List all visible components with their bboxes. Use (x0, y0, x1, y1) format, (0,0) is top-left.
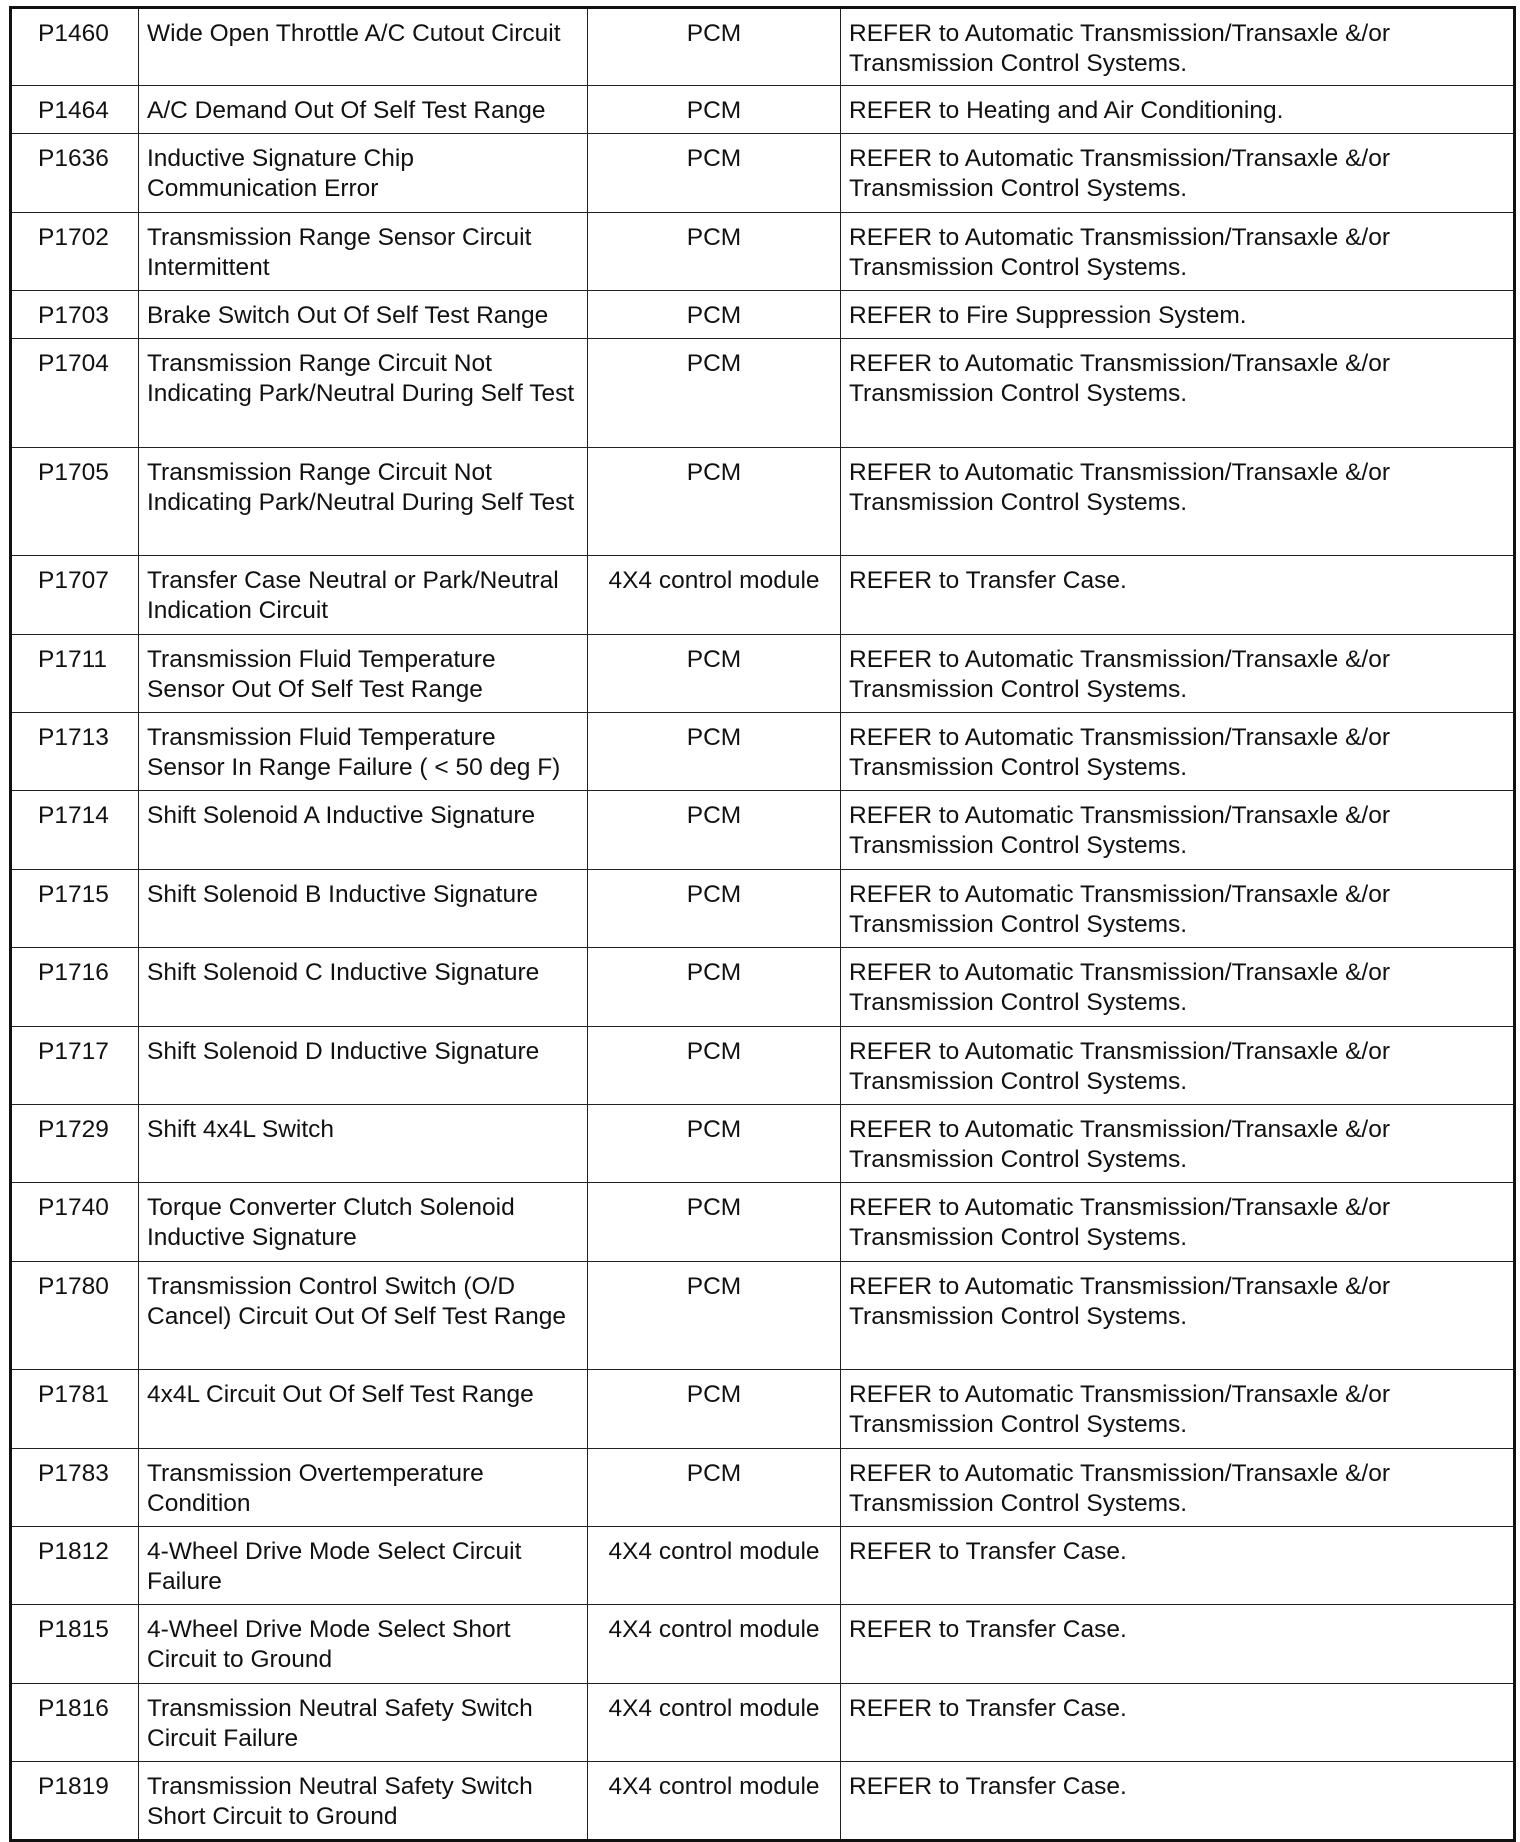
dtc-module-cell: PCM (588, 291, 841, 339)
dtc-code-cell: P1716 (11, 948, 139, 1026)
dtc-description-cell: 4-Wheel Drive Mode Select Short Circuit to Ground (139, 1605, 588, 1683)
dtc-action-cell: REFER to Automatic Transmission/Transaxle &/or Transmission Control Systems. (841, 948, 1515, 1026)
dtc-module-cell: 4X4 control module (588, 1683, 841, 1761)
dtc-module-cell: PCM (588, 86, 841, 134)
dtc-code-cell: P1702 (11, 212, 139, 290)
dtc-module-cell: PCM (588, 1261, 841, 1370)
table-row (11, 86, 1515, 134)
dtc-module-cell: PCM (588, 212, 841, 290)
dtc-code-cell: P1729 (11, 1104, 139, 1182)
dtc-code-cell: P1740 (11, 1183, 139, 1261)
dtc-code-cell: P1636 (11, 134, 139, 212)
dtc-action-cell: REFER to Automatic Transmission/Transaxle &/or Transmission Control Systems. (841, 791, 1515, 869)
dtc-description-cell: Transmission Neutral Safety Switch Short Circuit to Ground (139, 1762, 588, 1840)
dtc-description-cell: Transmission Overtemperature Condition (139, 1448, 588, 1526)
table-row (11, 339, 1515, 448)
dtc-module-cell: PCM (588, 1183, 841, 1261)
dtc-code-cell: P1464 (11, 86, 139, 134)
dtc-module-cell: 4X4 control module (588, 1762, 841, 1840)
table-row (11, 1605, 1515, 1683)
table-row (11, 134, 1515, 212)
dtc-code-cell: P1783 (11, 1448, 139, 1526)
dtc-code-cell: P1713 (11, 712, 139, 790)
dtc-action-cell: REFER to Transfer Case. (841, 556, 1515, 634)
dtc-module-cell: PCM (588, 869, 841, 947)
dtc-code-cell: P1780 (11, 1261, 139, 1370)
table-row (11, 948, 1515, 1026)
table-row (11, 1526, 1515, 1604)
table-row (11, 1026, 1515, 1104)
dtc-code-cell: P1707 (11, 556, 139, 634)
table-row (11, 634, 1515, 712)
table-row (11, 1370, 1515, 1448)
dtc-description-cell: Transmission Control Switch (O/D Cancel) Circuit Out Of Self Test Range (139, 1261, 588, 1370)
dtc-table-body (11, 8, 1515, 1841)
dtc-action-cell: REFER to Automatic Transmission/Transaxle &/or Transmission Control Systems. (841, 1370, 1515, 1448)
dtc-description-cell: Transmission Fluid Temperature Sensor Out Of Self Test Range (139, 634, 588, 712)
dtc-action-cell: REFER to Fire Suppression System. (841, 291, 1515, 339)
table-row (11, 712, 1515, 790)
dtc-action-cell: REFER to Automatic Transmission/Transaxle &/or Transmission Control Systems. (841, 634, 1515, 712)
dtc-module-cell: PCM (588, 134, 841, 212)
table-row (11, 447, 1515, 556)
dtc-action-cell: REFER to Automatic Transmission/Transaxle &/or Transmission Control Systems. (841, 8, 1515, 86)
dtc-description-cell: Shift Solenoid C Inductive Signature (139, 948, 588, 1026)
dtc-module-cell: 4X4 control module (588, 556, 841, 634)
table-row (11, 1261, 1515, 1370)
dtc-module-cell: PCM (588, 1104, 841, 1182)
dtc-code-cell: P1815 (11, 1605, 139, 1683)
dtc-description-cell: Shift Solenoid B Inductive Signature (139, 869, 588, 947)
dtc-action-cell: REFER to Automatic Transmission/Transaxle &/or Transmission Control Systems. (841, 1104, 1515, 1182)
dtc-action-cell: REFER to Automatic Transmission/Transaxle &/or Transmission Control Systems. (841, 1261, 1515, 1370)
dtc-description-cell: 4x4L Circuit Out Of Self Test Range (139, 1370, 588, 1448)
dtc-description-cell: Shift 4x4L Switch (139, 1104, 588, 1182)
dtc-code-cell: P1714 (11, 791, 139, 869)
dtc-code-cell: P1819 (11, 1762, 139, 1840)
dtc-description-cell: 4-Wheel Drive Mode Select Circuit Failure (139, 1526, 588, 1604)
table-row (11, 291, 1515, 339)
dtc-description-cell: Inductive Signature Chip Communication Error (139, 134, 588, 212)
dtc-action-cell: REFER to Automatic Transmission/Transaxle &/or Transmission Control Systems. (841, 869, 1515, 947)
dtc-module-cell: PCM (588, 791, 841, 869)
dtc-module-cell: PCM (588, 447, 841, 556)
dtc-description-cell: Transfer Case Neutral or Park/Neutral Indication Circuit (139, 556, 588, 634)
table-row (11, 212, 1515, 290)
dtc-module-cell: PCM (588, 1448, 841, 1526)
dtc-action-cell: REFER to Automatic Transmission/Transaxle &/or Transmission Control Systems. (841, 134, 1515, 212)
dtc-description-cell: Shift Solenoid D Inductive Signature (139, 1026, 588, 1104)
dtc-module-cell: 4X4 control module (588, 1605, 841, 1683)
dtc-description-cell: Transmission Fluid Temperature Sensor In Range Failure ( < 50 deg F) (139, 712, 588, 790)
dtc-action-cell: REFER to Transfer Case. (841, 1762, 1515, 1840)
table-row (11, 8, 1515, 86)
dtc-code-cell: P1715 (11, 869, 139, 947)
dtc-module-cell: PCM (588, 634, 841, 712)
dtc-code-cell: P1704 (11, 339, 139, 448)
dtc-description-cell: A/C Demand Out Of Self Test Range (139, 86, 588, 134)
dtc-module-cell: PCM (588, 339, 841, 448)
dtc-description-cell: Transmission Range Sensor Circuit Intermittent (139, 212, 588, 290)
dtc-action-cell: REFER to Transfer Case. (841, 1683, 1515, 1761)
dtc-description-cell: Torque Converter Clutch Solenoid Inductive Signature (139, 1183, 588, 1261)
dtc-table (9, 6, 1516, 1842)
dtc-code-cell: P1460 (11, 8, 139, 86)
dtc-action-cell: REFER to Transfer Case. (841, 1605, 1515, 1683)
dtc-module-cell: PCM (588, 1370, 841, 1448)
dtc-module-cell: PCM (588, 8, 841, 86)
dtc-code-cell: P1703 (11, 291, 139, 339)
dtc-action-cell: REFER to Automatic Transmission/Transaxle &/or Transmission Control Systems. (841, 212, 1515, 290)
table-row (11, 869, 1515, 947)
dtc-description-cell: Transmission Range Circuit Not Indicating Park/Neutral During Self Test (139, 447, 588, 556)
table-row (11, 1448, 1515, 1526)
dtc-action-cell: REFER to Automatic Transmission/Transaxle &/or Transmission Control Systems. (841, 447, 1515, 556)
dtc-description-cell: Transmission Neutral Safety Switch Circuit Failure (139, 1683, 588, 1761)
dtc-module-cell: PCM (588, 1026, 841, 1104)
dtc-description-cell: Wide Open Throttle A/C Cutout Circuit (139, 8, 588, 86)
dtc-action-cell: REFER to Automatic Transmission/Transaxle &/or Transmission Control Systems. (841, 1448, 1515, 1526)
dtc-module-cell: 4X4 control module (588, 1526, 841, 1604)
dtc-module-cell: PCM (588, 948, 841, 1026)
dtc-code-cell: P1781 (11, 1370, 139, 1448)
table-row (11, 1683, 1515, 1761)
dtc-code-cell: P1717 (11, 1026, 139, 1104)
table-row (11, 1183, 1515, 1261)
dtc-action-cell: REFER to Automatic Transmission/Transaxle &/or Transmission Control Systems. (841, 1183, 1515, 1261)
dtc-action-cell: REFER to Automatic Transmission/Transaxle &/or Transmission Control Systems. (841, 1026, 1515, 1104)
dtc-action-cell: REFER to Transfer Case. (841, 1526, 1515, 1604)
dtc-module-cell: PCM (588, 712, 841, 790)
dtc-code-cell: P1812 (11, 1526, 139, 1604)
dtc-action-cell: REFER to Heating and Air Conditioning. (841, 86, 1515, 134)
table-row (11, 1104, 1515, 1182)
dtc-code-cell: P1816 (11, 1683, 139, 1761)
dtc-description-cell: Brake Switch Out Of Self Test Range (139, 291, 588, 339)
dtc-description-cell: Shift Solenoid A Inductive Signature (139, 791, 588, 869)
dtc-code-cell: P1711 (11, 634, 139, 712)
table-row (11, 556, 1515, 634)
table-row (11, 791, 1515, 869)
dtc-code-cell: P1705 (11, 447, 139, 556)
table-row (11, 1762, 1515, 1840)
dtc-description-cell: Transmission Range Circuit Not Indicating Park/Neutral During Self Test (139, 339, 588, 448)
dtc-action-cell: REFER to Automatic Transmission/Transaxle &/or Transmission Control Systems. (841, 339, 1515, 448)
dtc-action-cell: REFER to Automatic Transmission/Transaxle &/or Transmission Control Systems. (841, 712, 1515, 790)
